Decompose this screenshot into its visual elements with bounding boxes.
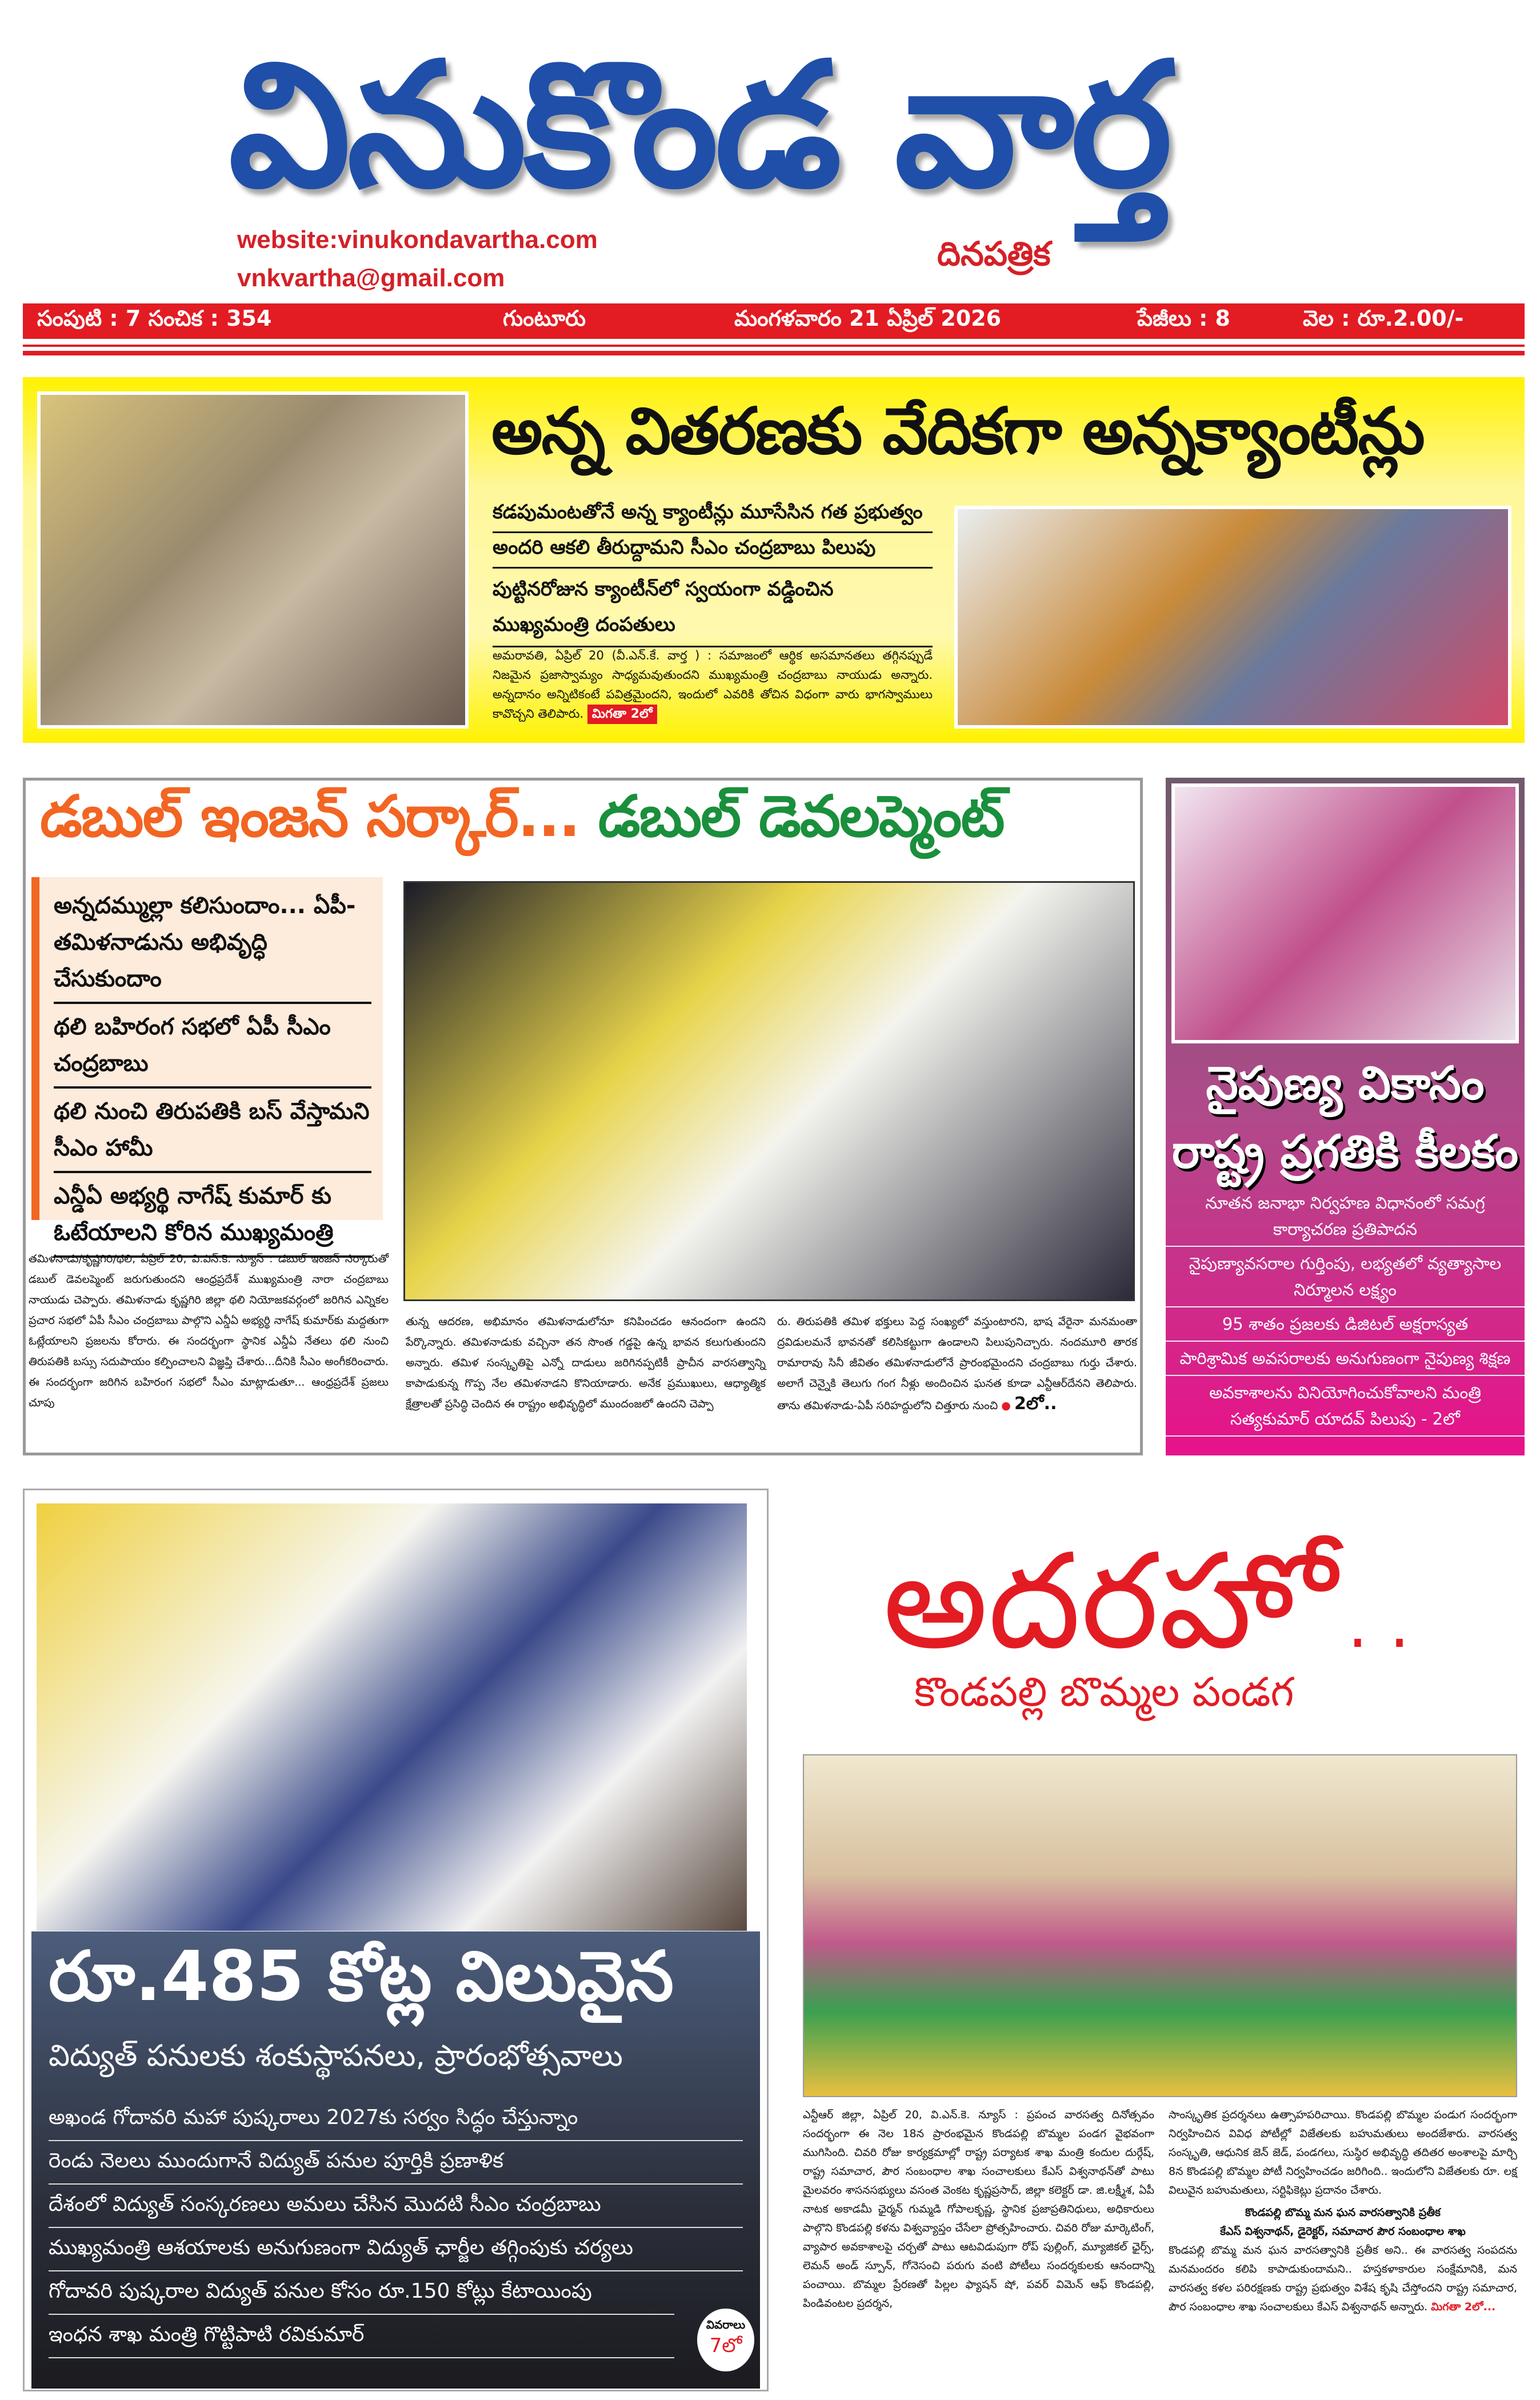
highlight-item: అన్నదమ్ముల్లా కలిసుందాం... ఏపీ-తమిళనాడును అభివృద్ధి చేసుకుందాం	[54, 883, 371, 1004]
column-text: రు. తిరుపతికి తమిళ భక్తులు పెద్ద సంఖ్యలో వస్తుంటారని, భాష వేరైనా మనమంతా ద్రవిడులమనే భావనతో కలిసికట్టుగా ఉండాలని పిలుపునిచ్చారు. నందమూరి తారక రామారావు సినీ జీవితం తమిళనాడులోనే ప్రారంభమైందని చంద్రబాబు గుర్తు చేశారు. అలాగే చెన్నైకి తెలుగు గంగ నీళ్లు అందించిన ఘనత కూడా ఎన్టీఆర్‌దేనని తెలిపారు. తాను తమిళనాడు-ఏపీ సరిహద్దులోని చిత్తూరు నుంచి	[777, 1315, 1137, 1412]
price: వెల : రూ.2.00/-	[1303, 306, 1464, 331]
skills-point: 95 శాతం ప్రజలకు డిజిటల్ అక్షరాస్యత	[1166, 1307, 1525, 1342]
lead-subhead: పుట్టినరోజున క్యాంటీన్‌లో స్వయంగా వడ్డించిన ముఖ్యమంత్రి దంపతులు	[493, 568, 933, 647]
divider	[23, 345, 1525, 347]
diners-photo	[954, 506, 1511, 729]
skills-point	[1166, 1376, 1525, 1437]
power-story-panel	[31, 1931, 760, 2389]
skills-headline: రాష్ట్ర ప్రగతికి కీలకం	[1171, 1125, 1519, 1178]
highlights-sidebar	[31, 877, 383, 1246]
lead-body-text: అమరావతి, ఏప్రిల్ 20 (వీ.ఎన్.కే. వార్త ) : సమాజంలో ఆర్థిక అసమానతలు తగ్గినప్పుడే నిజమైన ప్రజాస్వామ్యం సాధ్యమవుతుందని ముఖ్యమంత్రి చంద్రబాబు నాయుడు అన్నారు. అన్నదానం అన్నిటికంటే పవిత్రమైందని, ఇందులో ఎవరికి తోచిన విధంగా వారు భాగస్వాములు కావొచ్చని తెలిపారు.	[493, 649, 933, 721]
story2-column: తున్న ఆదరణ, అభిమానం తమిళనాడులోనూ కనిపించడం ఆనందంగా ఉందని పేర్కొన్నారు. తమిళనాడుకు వచ్చినా తన సొంత గడ్డపై ఉన్న భావన కలుగుతుందని అన్నారు. తమిళ సంస్కృతిపై ఎన్నో దాడులు జరిగినప్పటికీ ప్రాచీన వారసత్వాన్ని కాపాడుకున్న గొప్ప నేల తమిళనాడని కొనియాడారు. అనేక ప్రముఖులు, ఆధ్యాత్మిక క్షేత్రాలతో ప్రసిద్ధి చెందిన ఈ రాష్ట్రం అభివృద్ధిలో ముందంజలో ఉందని చెప్పా	[406, 1315, 766, 1410]
skills-point: నైపుణ్యావసరాల గుర్తింపు, లభ్యతలో వ్యత్యాసాల నిర్మూలన లక్ష్యం	[1166, 1247, 1525, 1307]
minister-photo	[1171, 783, 1519, 1043]
edition-info-bar	[23, 303, 1525, 339]
dance-photo	[803, 1754, 1517, 2097]
continued-link[interactable]: 2లో..	[1014, 1394, 1057, 1414]
power-point: దేశంలో విద్యుత్ సంస్కరణలు అమలు చేసిన మొదటి సీఎం చంద్రబాబు	[49, 2185, 743, 2228]
power-subhead: విద్యుత్ పనులకు శంకుస్థాపనలు, ప్రారంభోత్సవాలు	[49, 2039, 623, 2073]
page-count: పేజీలు : 8	[1137, 306, 1230, 331]
story2-headline[interactable]	[40, 783, 1003, 864]
kondapalli-subhead: కొండపల్లి బొమ్మల పండగ	[914, 1669, 1294, 1715]
point-text: అవకాశాలను వినియోగించుకోవాలని మంత్రి సత్యకుమార్ యాదవ్ పిలుపు	[1209, 1383, 1481, 1429]
quote-title: కొండపల్లి బొమ్మ మన ఘన వారసత్వానికి ప్రతీక	[1245, 2206, 1441, 2219]
website-link[interactable]: website:vinukondavartha.com	[237, 226, 598, 254]
quote-author: కేఎస్ విశ్వనాథన్, డైరెక్టర్, సమాచార పౌర సంబంధాల శాఖ	[1220, 2225, 1466, 2238]
skills-story-panel	[1166, 778, 1525, 1455]
kondapalli-headline[interactable]: అదరహో..	[883, 1526, 1421, 1678]
email-link[interactable]: vnkvartha@gmail.com	[237, 264, 505, 292]
volume-issue: సంపుటి : 7 సంచిక : 354	[37, 306, 272, 331]
headline-part: డబుల్ ఇంజన్ సర్కార్...	[40, 783, 579, 850]
divider	[23, 351, 1525, 355]
edition-date: మంగళవారం 21 ఏప్రిల్ 2026	[734, 306, 1002, 331]
headline-part: డబుల్ డెవలప్మెంట్	[579, 783, 1004, 850]
power-point: రెండు నెలలు ముందుగానే విద్యుత్ పనుల పూర్తికి ప్రణాళిక	[49, 2141, 743, 2185]
continued-link[interactable]: మిగతా 2లో	[587, 705, 657, 724]
details-badge[interactable]	[697, 2309, 754, 2371]
canteen-photo	[37, 391, 469, 729]
highlight-item: థలి బహిరంగ సభలో ఏపీ సీఎం చంద్రబాబు	[54, 1004, 371, 1089]
power-point: గోదావరి పుష్కరాల విద్యుత్ పనుల కోసం రూ.150 కోట్లు కేటాయింపు	[49, 2271, 674, 2315]
masthead-tagline: దినపత్రిక	[937, 234, 1051, 273]
lead-subhead: కడపుమంటతోనే అన్న క్యాంటీన్లు మూసేసిన గత ప్రభుత్వం	[493, 497, 933, 533]
skills-point: పారిశ్రామిక అవసరాలకు అనుగుణంగా నైపుణ్య శిక్షణ	[1166, 1342, 1525, 1376]
badge-page: 7లో	[709, 2334, 742, 2357]
lead-body	[493, 646, 933, 724]
edition-city: గుంటూరు	[503, 306, 586, 331]
continued-link[interactable]: - 2లో	[1421, 1409, 1460, 1429]
story2-column: రు. తిరుపతికి తమిళ భక్తులు పెద్ద సంఖ్యలో వస్తుంటారని, భాష వేరైనా మనమంతా ద్రవిడులమనే భావనతో కలిసికట్టుగా ఉండాలని పిలుపునిచ్చారు. నందమూరి తారక రామారావు సినీ జీవితం తమిళనాడులోనే ప్రారంభమైందని చంద్రబాబు గుర్తు చేశారు. అలాగే చెన్నైకి తెలుగు గంగ నీళ్లు అందించిన ఘనత కూడా ఎన్టీఆర్‌దేనని తెలిపారు. తాను తమిళనాడు-ఏపీ సరిహద్దులోని చిత్తూరు నుంచి ● 2లో..	[777, 1315, 1137, 1414]
lead-subhead: అందరి ఆకలి తీరుద్దామని సీఎం చంద్రబాబు పిలుపు	[493, 533, 933, 569]
kondapalli-column: ఎన్టీఆర్ జిల్లా, ఏప్రిల్ 20, వి.ఎన్.కె. న్యూస్ : ప్రపంచ వారసత్వ దినోత్సవం సందర్భంగా ఈ నెల 18న ప్రారంభమైన కొండపల్లి బొమ్మల పండగ వైభవంగా ముగిసింది. చివరి రోజు కార్యక్రమాల్లో రాష్ట్ర పర్యాటక శాఖ మంత్రి కందుల దుర్గేష్, రాష్ట్ర సమాచార, పౌర సంబంధాల శాఖ సంచాలకులు కేఎస్ విశ్వనాథన్‌తో పాటు మైలవరం శాసనసభ్యులు వసంత వెంకట కృష్ణప్రసాద్, జిల్లా కలెక్టర్ డా. జి.లక్ష్మీశ, ఏపీ నాటక అకాడమీ ఛైర్మన్ గుమ్మడి గోపాలకృష్ణ, స్థానిక ప్రజాప్రతినిధులు, అధికారులు పాల్గొని కొండపల్లి కళను విశ్వవ్యాప్తం చేసేలా ప్రోత్సహించారు. చివరి రోజు మార్కెటింగ్, వ్యాపార అవకాశాలపై చర్చతో పాటు ఆటవిడుపుగా రోప్ పుల్లింగ్, మ్యూజికల్ ఛైర్స్, లెమన్ అండ్ స్పూన్, గోనెసంచి పరుగు వంటి పోటీలు సందర్శకులకు ఆనందాన్ని పంచాయి. బొమ్మల ప్రేరణతో పిల్లల ఫ్యాషన్ షో, పవర్ విమెన్ ఆఫ్ కొండపల్లి, పిండివంటల ప్రదర్శన,	[803, 2109, 1154, 2310]
highlight-item: థలి నుంచి తిరుపతికి బస్ వేస్తామని సీఎం హామీ	[54, 1089, 371, 1173]
power-point: అఖండ గోదావరి మహా పుష్కరాలు 2027కు సర్వం సిద్ధం చేస్తున్నాం	[49, 2098, 743, 2141]
masthead-logo: వినుకొండ వార్త	[229, 26, 1169, 225]
power-point: ఇంధన శాఖ మంత్రి గొట్టిపాటి రవికుమార్	[49, 2315, 674, 2358]
skills-headline[interactable]: నైపుణ్య వికాసం	[1206, 1057, 1485, 1110]
lead-headline[interactable]: అన్న వితరణకు వేదికగా అన్నక్యాంటీన్లు	[491, 394, 1424, 469]
column-text: సాంస్కృతిక ప్రదర్శనలు ఉత్సాహపరిచాయి. కొండపల్లి బొమ్మల పండుగ సందర్భంగా నిర్వహించిన వివిధ పోటీల్లో విజేతలకు బహుమతులు అందజేశారు. వారసత్వ సంస్కృతి, ఆధునిక జెన్ జెడ్, పండగలు, సుస్థిర అభివృద్ధి తదితర అంశాలపై మార్చి 8న కొండపల్లి బొమ్మల పోటీ నిర్వహించడం జరిగింది.. ఇందులోని విజేతలకు రూ. లక్ష విలువైన బహుమతులు, సర్టిఫికెట్లు ప్రదానం చేశారు.	[1169, 2109, 1517, 2197]
kondapalli-column	[1169, 2106, 1517, 2317]
column-text: కొండపల్లి బొమ్మ మన ఘన వారసత్వానికి ప్రతీక అని.. ఈ వారసత్వ సంపదను మనమందరం కలిపి కాపాడుకుందామని.. హస్తకళాకారుల సంక్షేమానికి, మన వారసత్వ కళల పరిరక్షణకు రాష్ట్ర ప్రభుత్వం విశేష కృషి చేస్తోందని రాష్ట్ర సమాచార, పౌర సంబంధాల శాఖ సంచాలకులు కేఎస్ విశ్వనాథన్ అన్నారు.	[1169, 2244, 1517, 2313]
power-point: ముఖ్యమంత్రి ఆశయాలకు అనుగుణంగా విద్యుత్ ఛార్జీల తగ్గింపుకు చర్యలు	[49, 2228, 743, 2271]
badge-label: వివరాలు	[706, 2318, 746, 2331]
continued-link[interactable]: మిగతా 2లో...	[1431, 2301, 1496, 2313]
story2-column: తమిళనాడు/కృష్ణగిరి/థలి, ఏప్రిల్ 20, వి.ఎన్.కె. న్యూస్ : డబుల్ ఇంజన్ సర్కారుతో డబుల్ డెవలప్మెంట్ జరుగుతుందని ఆంధ్రప్రదేశ్ ముఖ్యమంత్రి నారా చంద్రబాబు నాయుడు చెప్పారు. తమిళనాడు కృష్ణగిరి జిల్లా థలి నియోజకవర్గంలో జరిగిన ఎన్నికల ప్రచార సభలో ఏపీ సీఎం చంద్రబాబు పాల్గొని ఎన్డీఏ అభ్యర్థి నాగేష్ కుమార్‌కు మద్దతుగా ఓట్లేయాలని ప్రజలను కోరారు. ఈ సందర్భంగా స్థానిక ఎన్డీఏ నేతలు థలి నుంచి తిరుపతికి బస్సు సదుపాయం కల్పించాలని విజ్ఞప్తి చేశారు...దీనికి సీఎం అంగీకరించారు. ఈ సందర్భంగా జరిగిన బహిరంగ సభలో సీఎం మాట్లాడుతూ... ఆంధ్రప్రదేశ్ ప్రజలు చూపు	[29, 1253, 389, 1409]
inauguration-photo	[33, 1500, 750, 1934]
rally-photo	[403, 881, 1135, 1301]
power-headline[interactable]: రూ.485 కోట్ల విలువైన	[49, 1937, 674, 2017]
highlight-item: ఎన్డీఏ అభ్యర్థి నాగేష్ కుమార్ కు ఓటేయాలని కోరిన ముఖ్యమంత్రి	[54, 1173, 371, 1258]
skills-point: నూతన జనాభా నిర్వహణ విధానంలో సమగ్ర కార్యాచరణ ప్రతిపాదన	[1166, 1186, 1525, 1247]
